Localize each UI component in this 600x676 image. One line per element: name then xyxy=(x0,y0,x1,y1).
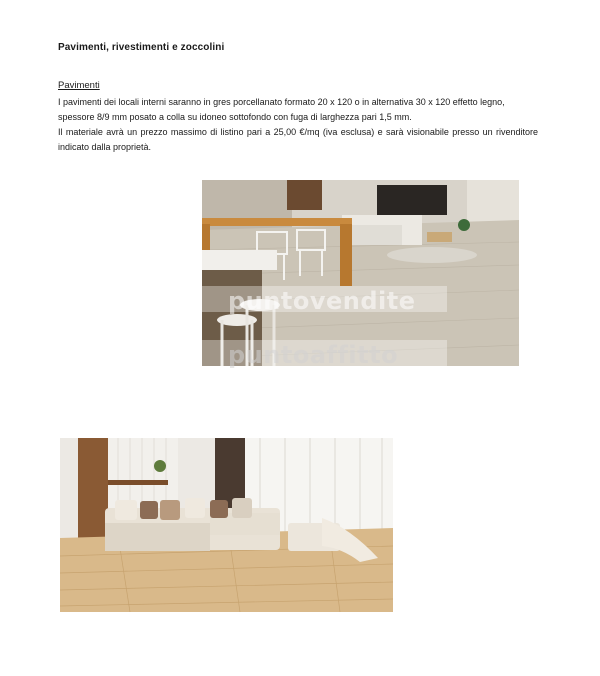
living-room-floor-photo xyxy=(60,438,393,612)
section-title-pavimenti: Pavimenti xyxy=(58,80,100,91)
watermark-text: puntoaffitto xyxy=(228,341,399,369)
document-heading: Pavimenti, rivestimenti e zoccolini xyxy=(58,42,225,53)
kitchen-floor-photo xyxy=(202,180,519,366)
paragraph-floor-spec: I pavimenti dei locali interni saranno in gres porcellanato formato 20 x 120 o in alternativa 30 x 120 effetto legno, spessore 8/9 mm posato a colla su idoneo sottofondo con fuga di larghezza pari 1,5 mm. xyxy=(58,97,505,122)
watermark-text: puntovendite xyxy=(228,287,416,315)
paragraph-price: Il materiale avrà un prezzo massimo di listino pari a 25,00 €/mq (iva esclusa) e sarà visionabile presso un rivenditore indicato dalla proprietà. xyxy=(58,127,538,152)
